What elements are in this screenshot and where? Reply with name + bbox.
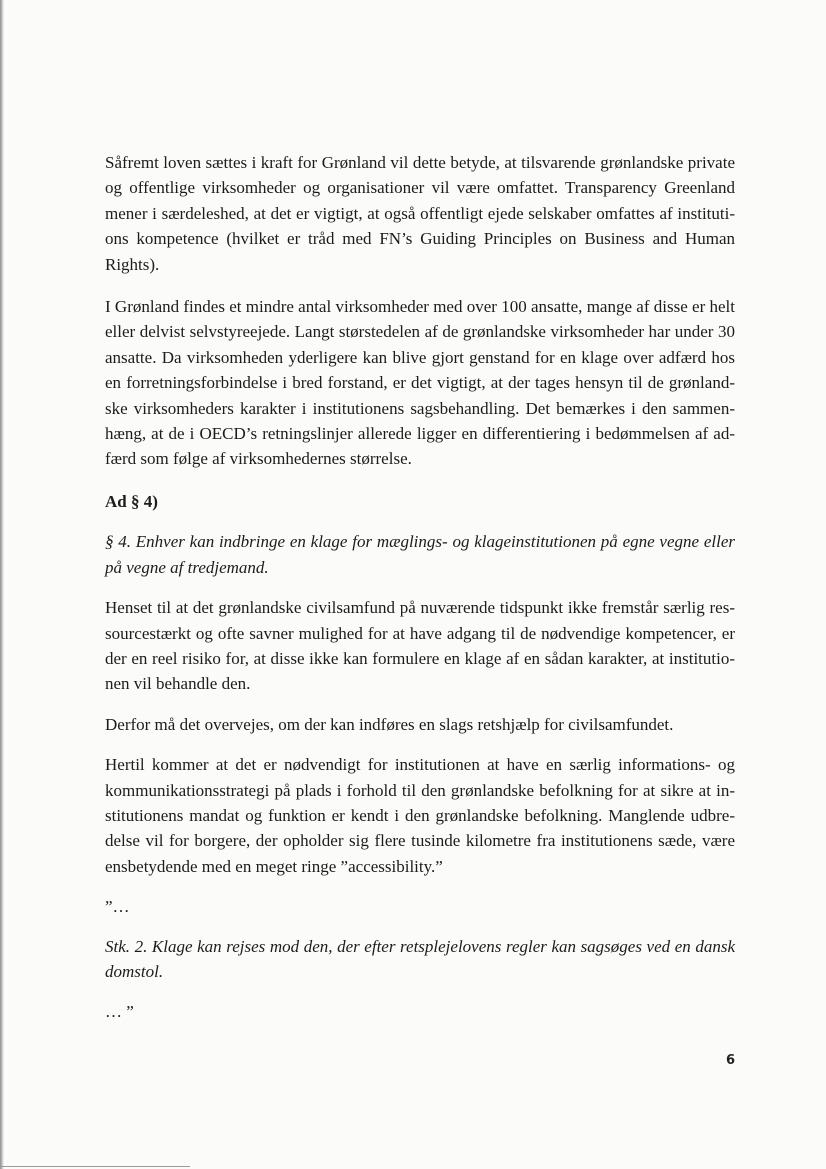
paragraph-greenland-companies: I Grønland findes et mindre antal virksomheder med over 100 ansatte, mange af disse er helt eller delvist selvstyreejede. Langt størstedelen af de grønlandske virksomheder har under 30 ansatte. Da virksomheden yderligere kan blive gjort genstand for en klage over adfærd hos en forretningsforbindelse i bred forstand, er det vigtigt, at der tages hensyn til de grønland-ske virksomheders karakter i institutionens sagsbehandling. Det bemærkes i den sammen-hæng, at de i OECD’s retningslinjer allerede ligger en differentiering i bedømmelsen af ad-færd som følge af virksomhedernes størrelse. (105, 297, 735, 469)
quoted-provision-stk-2: Stk. 2. Klage kan rejses mod den, der efter retsplejelovens regler kan sagsøges ved en dansk domstol. (105, 936, 735, 981)
quote-open-ellipsis: ”… (105, 897, 130, 917)
quoted-provision-section-4: § 4. Enhver kan indbringe en klage for mæglings- og klageinstitutionen på egne vegne eller på vegne af tredjemand. (105, 532, 735, 577)
section-heading-ad-4: Ad § 4) (105, 491, 158, 511)
page-number: 6 (726, 1053, 736, 1068)
quote-close-ellipsis: … ” (105, 1002, 134, 1022)
paragraph-legal-aid: Derfor må det overvejes, om der kan indføres en slags retshjælp for civilsamfundet. (105, 714, 674, 734)
scan-edge-shadow (0, 0, 4, 1169)
scan-bottom-line (0, 1166, 190, 1167)
paragraph-civil-society: Henset til at det grønlandske civilsamfund på nuværende tidspunkt ikke fremstår særlig res-sourcestærkt og ofte savner mulighed for at have adgang til de nødvendige kompetencer, er der en reel risiko for, at disse ikke kan formulere en klage af en sådan karakter, at institutio-nen vil behandle den. (105, 598, 735, 694)
paragraph-communication-strategy: Hertil kommer at det er nødvendigt for institutionen at have en særlig informations- og kommunikationsstrategi på plads i forhold til den grønlandske befolkning for at sikre at in-stitutionens mandat og funktion er kendt i den grønlandske befolkning. Manglende udbre-delse vil for borgere, der opholder sig flere tusinde kilometre fra institutionens sæde, være ensbetydende med en meget ringe ”accessibility.” (105, 755, 735, 876)
paragraph-scope: Såfremt loven sættes i kraft for Grønland vil dette betyde, at tilsvarende grønlandske private og offentlige virksomheder og organisationer vil være omfattet. Transparency Greenland mener i særdeleshed, at det er vigtigt, at også offentligt ejede selskaber omfattes af instituti-ons kompetence (hvilket er tråd med FN’s Guiding Principles on Business and Human Rights). (105, 153, 735, 274)
document-body (105, 150, 735, 1039)
